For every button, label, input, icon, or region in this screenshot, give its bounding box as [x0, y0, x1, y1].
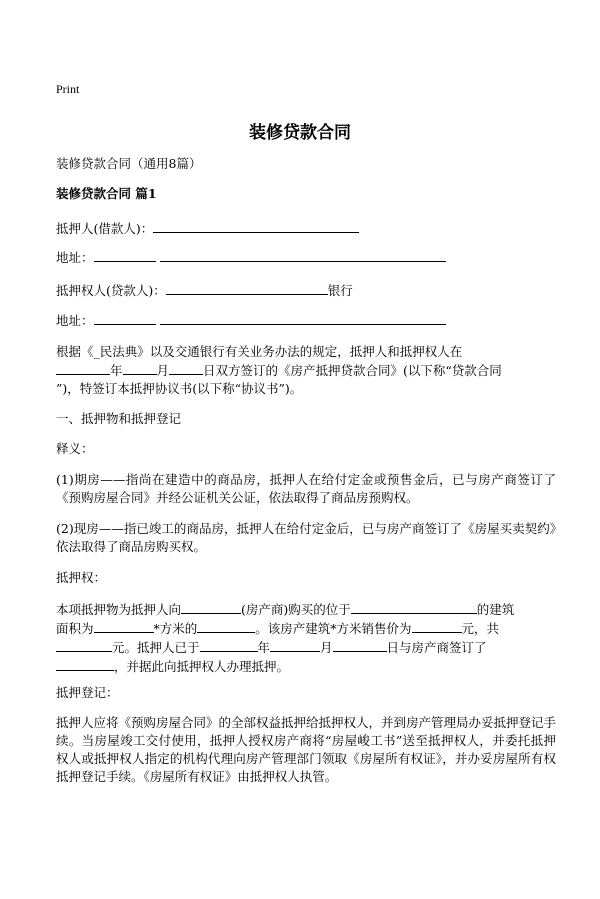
print-label: Print: [56, 82, 80, 96]
intro-year-label: 年: [110, 363, 123, 378]
object-blank-price: [412, 619, 462, 633]
section-1-heading: 一、抵押物和抵押登记: [56, 411, 182, 426]
address-blank-2b: [160, 311, 446, 325]
object-text-l: ，并据此向抵押权人办理抵押。: [114, 659, 290, 674]
mortgagee-field: [56, 281, 556, 300]
registration-heading: 抵押登记：: [56, 685, 119, 700]
object-text-a: 本项抵押物为抵押人向: [56, 602, 182, 617]
object-text-h: 元。抵押人已于: [112, 640, 200, 655]
object-blank-location: [351, 600, 477, 614]
object-month-label: 月: [320, 640, 333, 655]
document-subtitle: 装修贷款合同（通用8篇）: [56, 156, 202, 171]
object-text-c: 的建筑: [476, 602, 515, 617]
address-label-2: 地址：: [56, 313, 94, 328]
mortgage-right-heading: 抵押权：: [56, 570, 107, 585]
address-field-2: [56, 311, 556, 330]
address-field-1: [56, 248, 556, 267]
mortgagor-field: [56, 219, 556, 238]
object-blank-day: [333, 638, 387, 652]
object-blank-year: [200, 638, 258, 652]
mortgagor-blank: [153, 219, 359, 233]
intro-text-e: ”)，特签订本抵押协议书(以下称“协议书”)。: [56, 381, 303, 396]
registration-paragraph: 抵押人应将《预购房屋合同》的全部权益抵押给抵押权人，并到房产管理局办妥抵押登记手续。当房屋竣工交付使用，抵押人授权房产商将“房屋峻工书”送至抵押权人，并委托抵押权人或抵押权人指定的机构代理向房产管理部门领取《房屋所有权证》，并办妥房屋所有权抵押登记手续。《房屋所有权证》由抵押权人执管。: [56, 715, 557, 784]
object-text-e: *方米的: [153, 621, 198, 636]
section-heading: 装修贷款合同 篇1: [56, 186, 157, 201]
address-blank-1b: [160, 248, 446, 262]
mortgagee-label: 抵押权人(贷款人)：: [56, 283, 166, 298]
document-title: 装修贷款合同: [249, 123, 351, 143]
intro-blank-month: [123, 361, 157, 375]
intro-blank-year: [56, 361, 110, 375]
object-blank-type: [197, 619, 255, 633]
object-blank-month: [270, 638, 320, 652]
address-label-1: 地址：: [56, 250, 94, 265]
mortgagee-blank: [166, 281, 328, 295]
mortgage-object-paragraph: [56, 600, 556, 676]
object-text-b: (房产商)购买的位于: [241, 602, 351, 617]
definition-2: (2)现房——指已竣工的商品房，抵押人在给付定金后，已与房产商签订了《房屋买卖契约》依法取得了商品房购买权。: [56, 521, 556, 554]
mortgagor-label: 抵押人(借款人)：: [56, 221, 154, 236]
object-text-d: 面积为: [56, 621, 94, 636]
object-blank-total: [56, 638, 112, 652]
object-text-g: 元，共: [461, 621, 500, 636]
intro-text-a: 根据《_民法典》以及交通银行有关业务办法的规定，抵押人和抵押权人在: [56, 344, 463, 359]
object-year-label: 年: [257, 640, 271, 655]
bank-label: 银行: [327, 283, 353, 298]
definition-1: (1)期房——指尚在建造中的商品房，抵押人在给付定金或预售金后，已与房产商签订了《预购房屋合同》并经公证机关公证，依法取得了商品房预购权。: [56, 472, 556, 505]
object-blank-developer: [181, 600, 241, 614]
object-blank-contract: [56, 657, 114, 671]
intro-month-label: 月: [156, 363, 170, 378]
address-blank-2a: [94, 311, 156, 325]
intro-text-d: 日双方签订的《房产抵押贷款合同》(以下称“贷款合同: [203, 363, 502, 378]
address-blank-1a: [94, 248, 156, 262]
object-text-f: 。该房产建筑*方米销售价为: [255, 621, 412, 636]
object-blank-area: [94, 619, 154, 633]
intro-blank-day: [169, 361, 203, 375]
definition-heading: 释义：: [56, 441, 94, 456]
object-text-k: 日与房产商签订了: [386, 640, 487, 655]
intro-paragraph: [56, 343, 556, 398]
